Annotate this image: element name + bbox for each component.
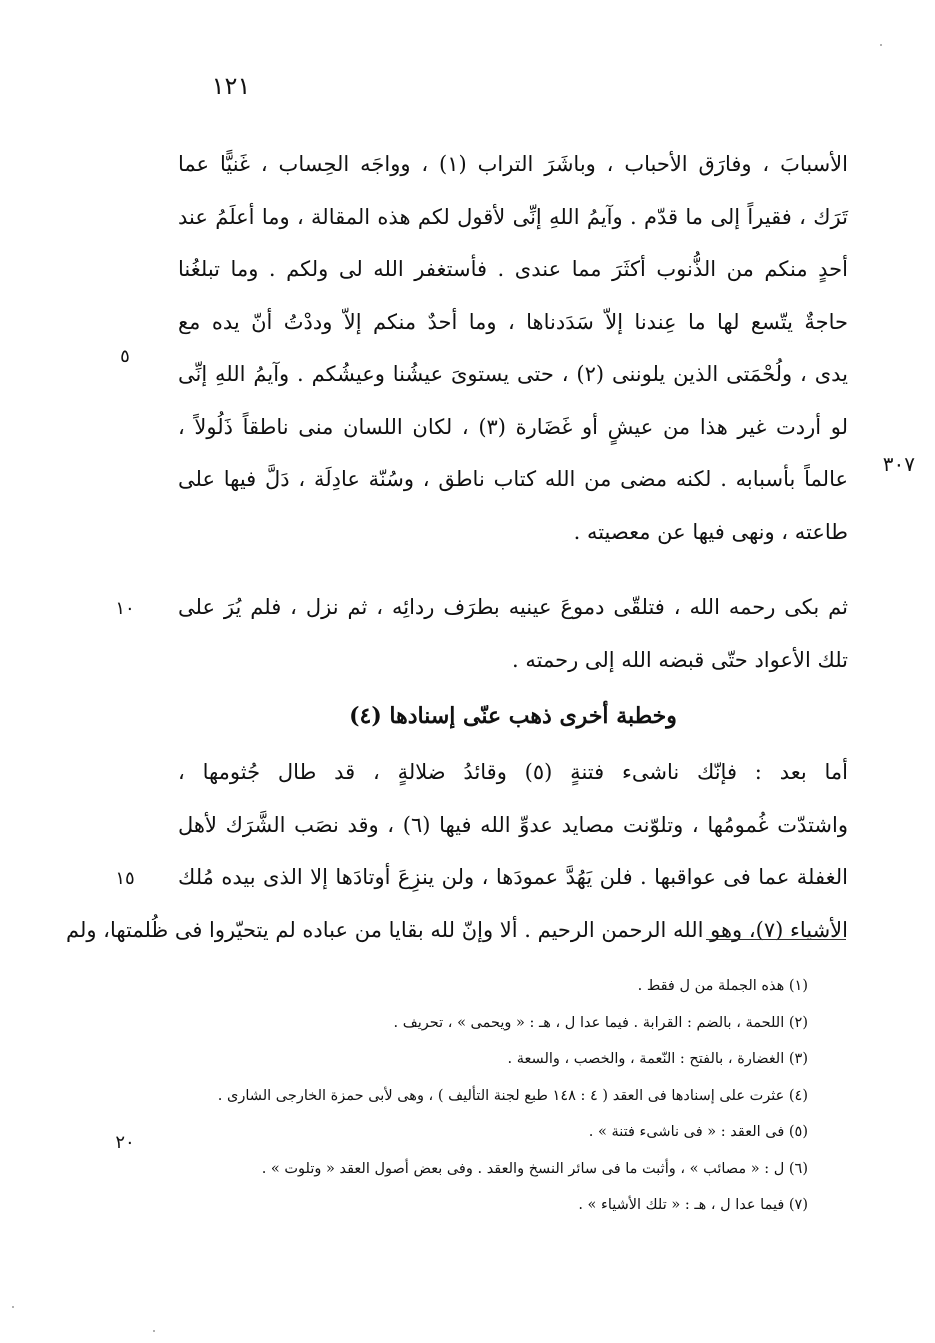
scan-speck — [12, 1306, 14, 1308]
line-number-5: ٥ — [120, 346, 130, 367]
scan-speck — [880, 44, 882, 46]
footnote: (٥) فى العقد : « فى ناشىء فتنة » . — [588, 1124, 808, 1140]
text-line: حاجةٌ يتّسع لها ما عِندنا إلاّ سَدَدناها ، وما أحدٌ منكم إلاّ وددْتُ أنّ يده مع — [178, 309, 848, 334]
footnote-divider — [706, 939, 846, 940]
text-line: تَرَك ، فقيراً إلى ما قدّم . وآيمُ اللهِ إنِّى لأقول لكم هذه المقالة ، وما أعلَمُ عند — [178, 204, 848, 229]
footnote: (٤) عثرت على إسنادها فى العقد ( ٤ : ١٤٨ طبع لجنة التأليف ) ، وهى لأبى حمزة الخارجى الشارى . — [217, 1087, 808, 1104]
text-line: الأشياء (٧)، وهو الله الرحمن الرحيم . ألا وإنّ لله بقايا من عباده لم يتحيّروا فى ظُلمتها، ولم — [65, 917, 848, 942]
footnote: (١) هذه الجملة من ل فقط . — [637, 978, 808, 994]
text-line: أحدٍ منكم من الذُّنوب أكثَرَ مما عندى . فأستغفر الله لى ولكم . وما تبلغُنا — [178, 257, 848, 281]
text-line: واشتدّت غُمومُها ، وتلوّنت مصايد عدوِّ الله فيها (٦) ، وقد نصَب الشَّرَك لأهل — [178, 812, 848, 837]
line-number-10: ١٠ — [115, 598, 135, 619]
text-line: طاعته ، ونهى فيها عن معصيته . — [573, 519, 848, 544]
text-line: الأسبابَ ، وفارَق الأحباب ، وباشَرَ التراب (١) ، وواجَه الحِساب ، غَنيًّا عما — [178, 152, 848, 176]
text-line: يدى ، ولُحْمَتى الذين يلوننى (٢) ، حتى يستوىَ عيشُنا وعيشُكم . وآيمُ اللهِ إنِّى — [178, 362, 848, 386]
text-line: الغفلة عما فى عواقبها . فلن يَهُدَّ عمودَها ، ولن ينزِعَ أوتادَها إلا الذى بيده مُلك — [178, 865, 848, 889]
page-reference-number: ٣٠٧ — [882, 452, 915, 476]
footnote: (٣) الغضارة ، بالفتح : النّعمة ، والخصب ، والسعة . — [507, 1051, 808, 1067]
line-number-20: ٢٠ — [115, 1132, 135, 1153]
section-heading: وخطبة أخرى ذهب عنّى إسنادها (٤) — [349, 703, 677, 729]
paragraph-gap — [178, 558, 848, 581]
text-line: أما بعد : فإنّك ناشىء فتنةٍ (٥) وقائدُ ضلالةٍ ، قد طال جُثومها ، — [178, 760, 849, 784]
footnote: (٦) ل : « مصائب » ، وأثبت ما فى سائر النسخ والعقد . وفى بعض أصول العقد « وتلوت » . — [261, 1160, 808, 1177]
page-number: ١٢١ — [211, 72, 251, 100]
footnotes — [178, 968, 808, 1224]
line-number-15: ١٥ — [115, 868, 135, 889]
text-line: لو أردت غير هذا من عيشٍ أو غَضَارة (٣) ، لكان اللسان منى ناطقاً ذَلُولاً ، — [178, 414, 848, 439]
text-line: عالماً بأسبابه . لكنه مضى من الله كتاب ناطق ، وسُنّة عادِلَة ، دَلَّ فيها على — [178, 467, 848, 491]
scan-speck — [153, 1330, 155, 1332]
footnote: (٧) فيما عدا ل ، هـ : « تلك الأشياء » . — [578, 1197, 808, 1213]
footnote: (٢) اللحمة ، بالضم : القرابة . فيما عدا ل ، هـ : « ويحمى » ، تحريف . — [393, 1014, 808, 1031]
text-line: تلك الأعواد حتّى قبضه الله إلى رحمته . — [512, 647, 848, 672]
text-line: ثم بكى رحمه الله ، فتلقّى دموعَ عينيه بطرَف ردائِه ، ثم نزل ، فلم يُرَ على — [178, 595, 848, 619]
